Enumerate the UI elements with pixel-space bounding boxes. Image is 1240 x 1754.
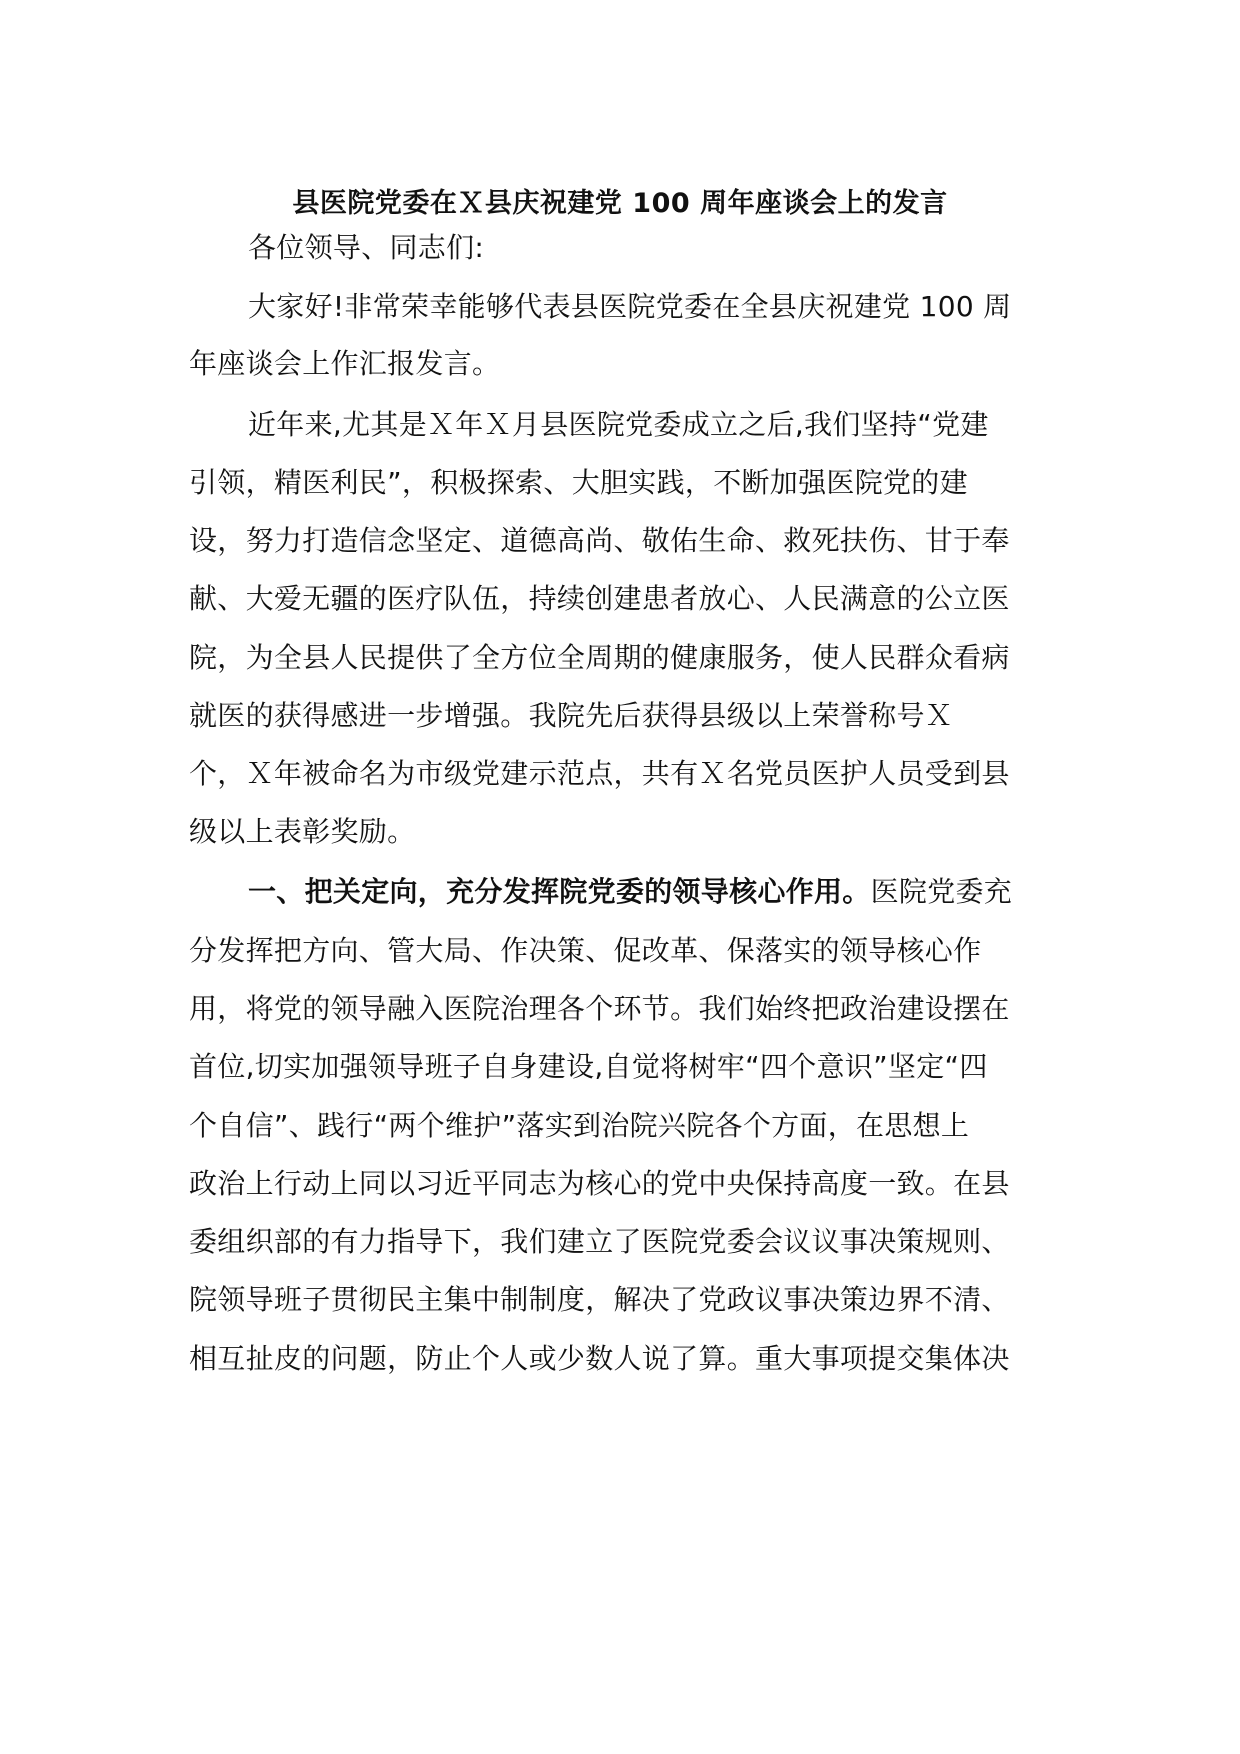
paragraph-1-line-2: 年座谈会上作汇报发言。 [189, 347, 501, 380]
paragraph-2-line-4: 献、大爱无疆的医疗队伍，持续创建患者放心、人民满意的公立医 [189, 582, 1010, 615]
paragraph-3-line-4: 首位,切实加强领导班子自身建设,自觉将树牢“四个意识”坚定“四 [189, 1050, 988, 1083]
paragraph-3-line-8: 院领导班子贯彻民主集中制制度，解决了党政议事决策边界不清、 [189, 1283, 1010, 1316]
paragraph-2-line-2: 引领，精医利民”，积极探索、大胆实践，不断加强医院党的建 [189, 466, 968, 499]
salutation: 各位领导、同志们: [248, 231, 485, 264]
paragraph-3-line-1 [248, 872, 1012, 912]
section-heading-1: 一、把关定向，充分发挥院党委的领导核心作用。 [248, 875, 871, 908]
paragraph-3-line-6: 政治上行动上同以习近平同志为核心的党中央保持高度一致。在县 [189, 1167, 1010, 1200]
paragraph-3-line-1-rest: 医院党委充 [870, 875, 1013, 908]
paragraph-2-line-6: 就医的获得感进一步增强。我院先后获得县级以上荣誉称号Ｘ [189, 699, 954, 732]
paragraph-3-line-9: 相互扯皮的问题，防止个人或少数人说了算。重大事项提交集体决 [189, 1342, 1010, 1375]
paragraph-2-line-1: 近年来,尤其是Ｘ年Ｘ月县医院党委成立之后,我们坚持“党建 [248, 408, 989, 441]
paragraph-3-line-7: 委组织部的有力指导下，我们建立了医院党委会议议事决策规则、 [189, 1225, 1010, 1258]
paragraph-3-line-2: 分发挥把方向、管大局、作决策、促改革、保落实的领导核心作 [189, 934, 982, 967]
paragraph-3-line-3: 用，将党的领导融入医院治理各个环节。我们始终把政治建设摆在 [189, 992, 1010, 1025]
paragraph-2-line-5: 院，为全县人民提供了全方位全周期的健康服务，使人民群众看病 [189, 641, 1010, 674]
paragraph-2-line-3: 设，努力打造信念坚定、道德高尚、敬佑生命、救死扶伤、甘于奉 [189, 524, 1010, 557]
paragraph-3-line-5: 个自信”、践行“两个维护”落实到治院兴院各个方面，在思想上 [189, 1109, 970, 1142]
document-title: 县医院党委在Ｘ县庆祝建党 100 周年座谈会上的发言 [292, 188, 948, 219]
paragraph-2-line-8: 级以上表彰奖励。 [189, 815, 416, 848]
paragraph-1-line-1: 大家好!非常荣幸能够代表县医院党委在全县庆祝建党 100 周 [248, 290, 1012, 323]
paragraph-2-line-7: 个，Ｘ年被命名为市级党建示范点，共有Ｘ名党员医护人员受到县 [189, 757, 1010, 790]
